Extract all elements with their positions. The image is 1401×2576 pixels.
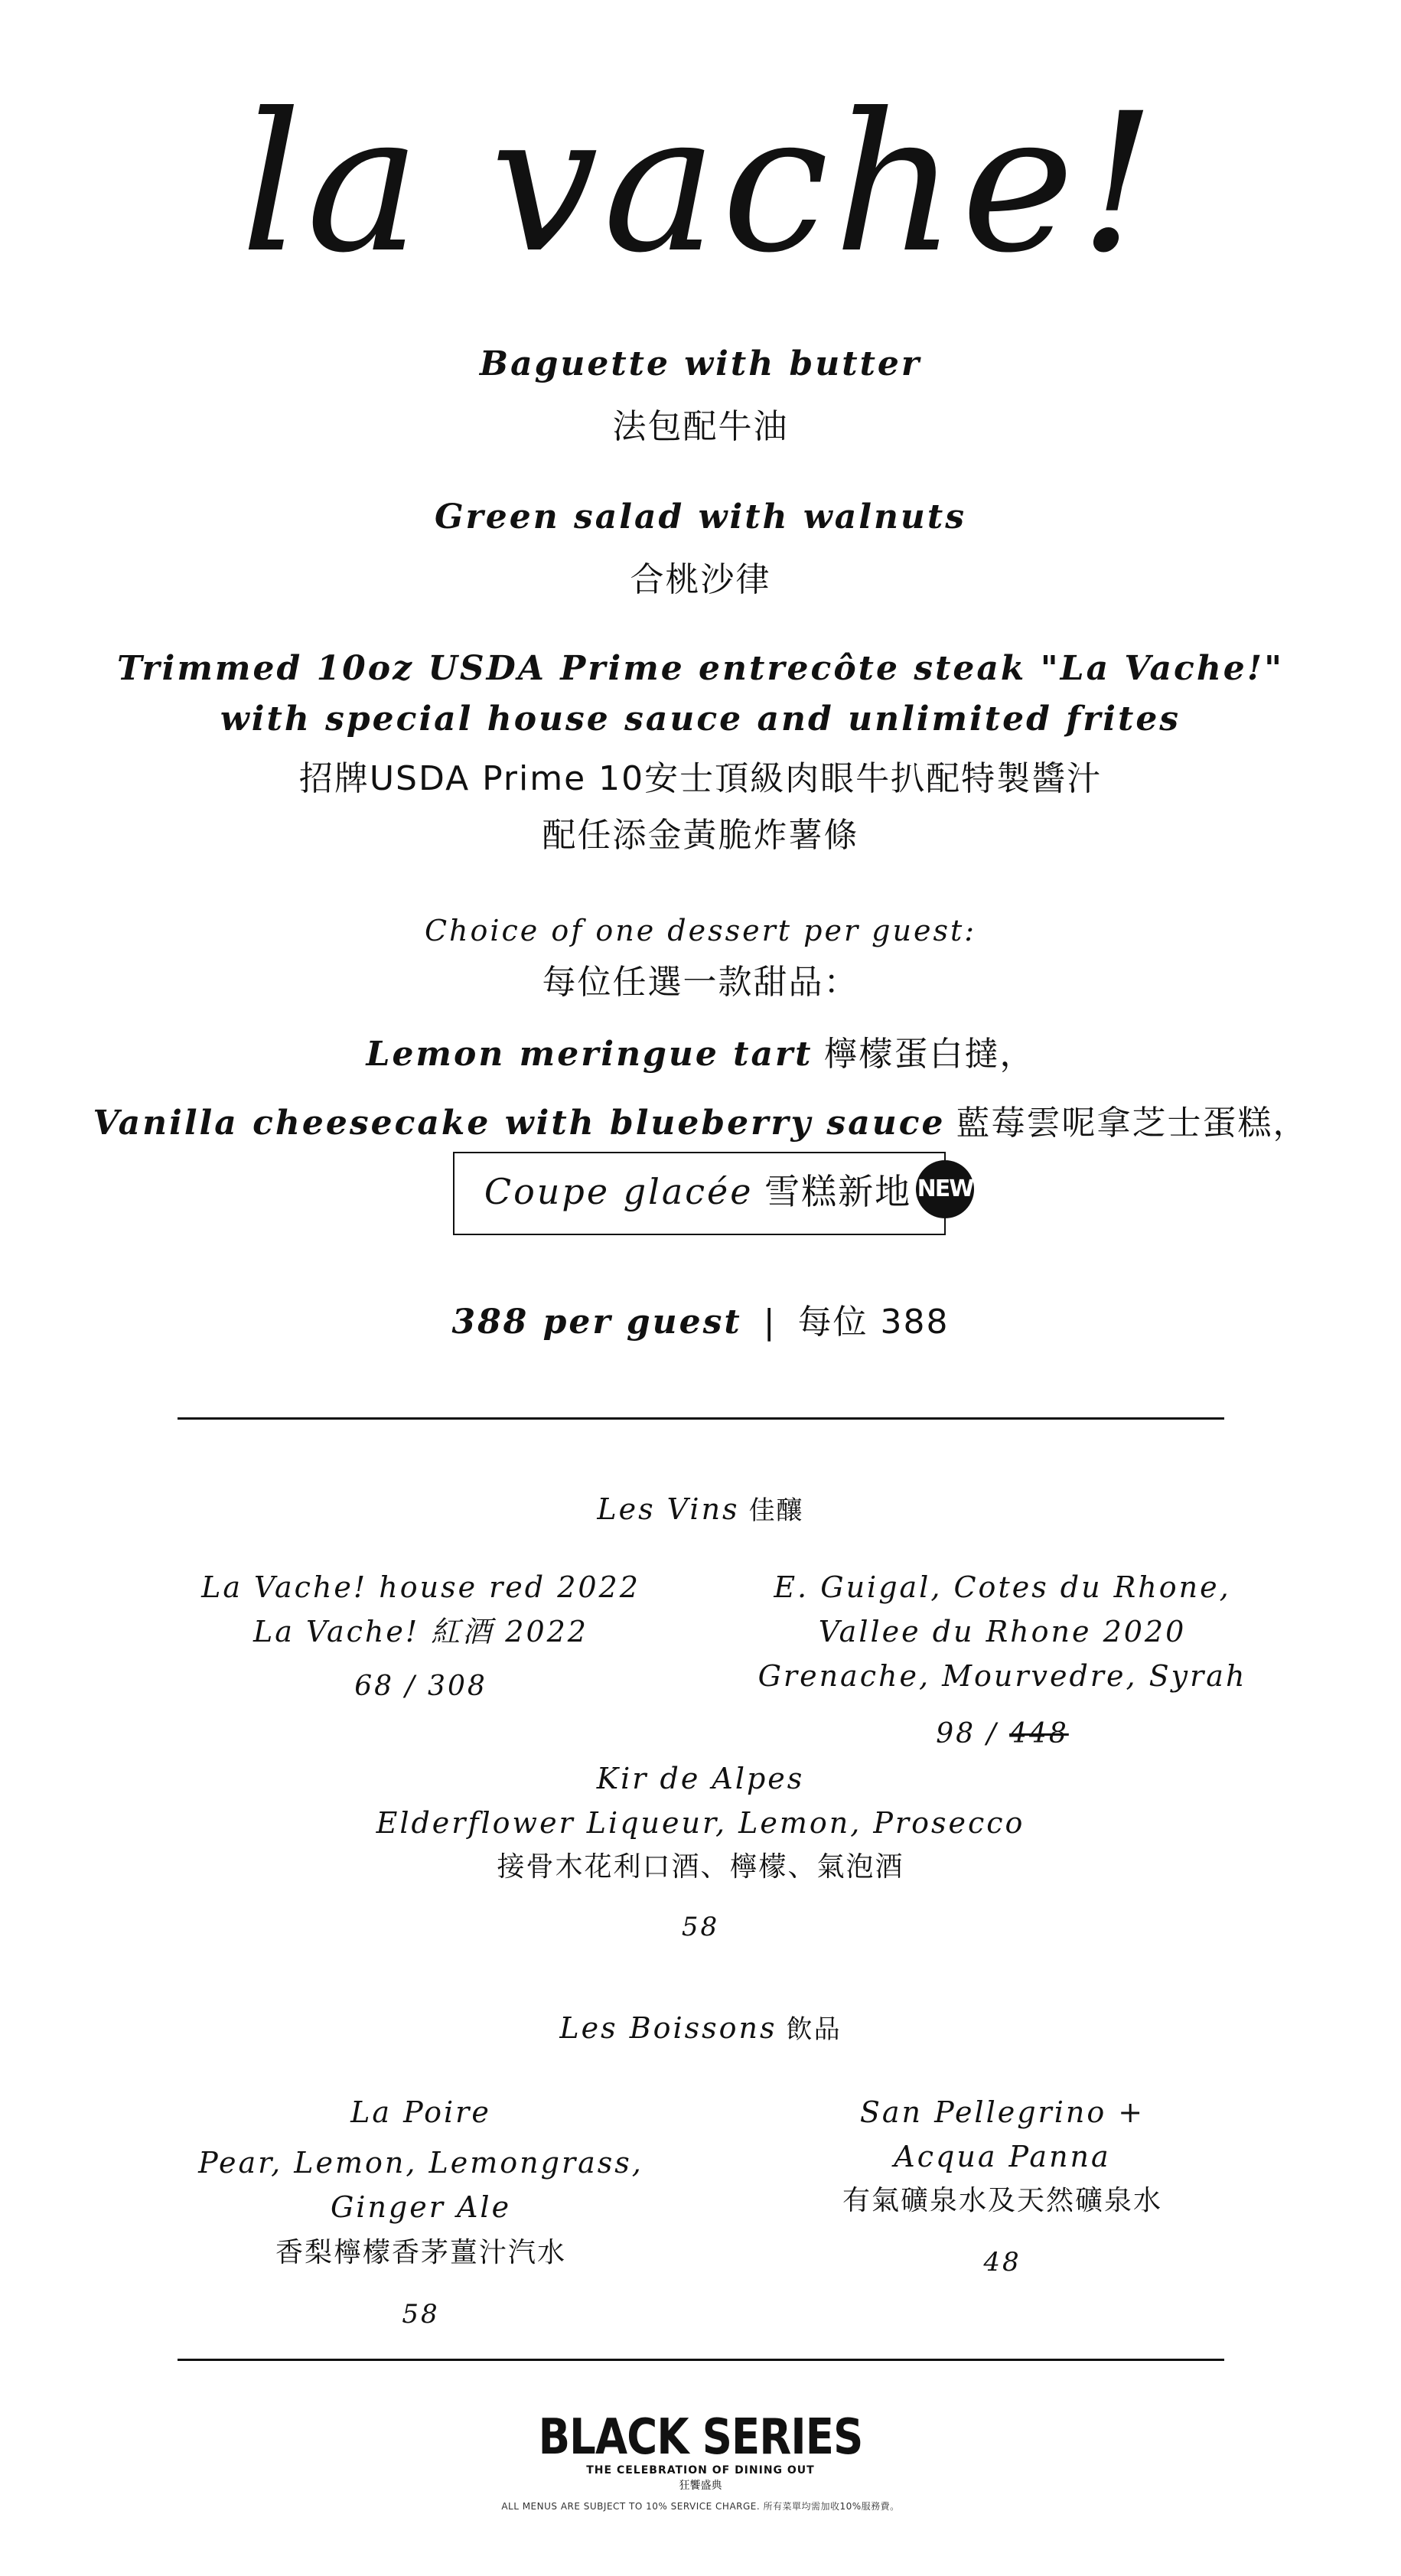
dessert-2-en: Vanilla cheesecake with blueberry sauce [93,1104,946,1143]
wine-1-name-zh: La Vache! 紅酒 2022 [253,1615,588,1648]
drink-1 [153,2091,689,2336]
wine-1-price: 68 / 308 [354,1671,487,1702]
wines-heading-en: Les Vins [597,1492,740,1526]
wine-2-price-glass: 98 / [936,1718,999,1749]
dessert-3-zh: 雪糕新地 [764,1171,912,1212]
drink-1-desc-line-1: Pear, Lemon, Lemongrass, [198,2146,643,2180]
wine-2-price-bottle: 448 [1009,1718,1069,1749]
wine-2-name-line-1: E. Guigal, Cotes du Rhone, [774,1570,1231,1604]
drinks-heading-zh: 飲品 [786,2014,842,2045]
wine-2-name-line-2: Vallee du Rhone 2020 [818,1615,1187,1648]
cocktail-name: Kir de Alpes [596,1762,805,1795]
dessert-intro-zh: 每位任選一款甜品： [542,963,859,1002]
dessert-2 [0,1102,1401,1145]
dessert-3 [453,1165,943,1218]
drink-2-name-line-2: Acqua Panna [894,2140,1111,2173]
drink-2-price: 48 [983,2247,1021,2278]
drink-1-zh: 香梨檸檬香茅薑汁汽水 [275,2237,566,2268]
wines-heading-zh: 佳釀 [748,1495,804,1526]
baguette-en: Baguette with butter [479,344,922,383]
price-per-guest [0,1301,1401,1344]
brand-tagline: THE CELEBRATION OF DINING OUT [586,2464,815,2477]
drink-2 [735,2091,1270,2284]
wine-2 [735,1566,1270,1756]
cocktail-price: 58 [681,1912,720,1942]
dessert-1-en: Lemon meringue tart [366,1035,813,1074]
dessert-3-en: Coupe glacée [484,1171,754,1212]
drink-1-price: 58 [402,2299,440,2330]
steak-en-line-1: Trimmed 10oz USDA Prime entrecôte steak "La Vache!" [116,649,1285,688]
wine-2-price [735,1713,1270,1756]
price-separator: | [763,1303,777,1342]
drink-2-name-line-1: San Pellegrino + [859,2095,1145,2129]
price-en: 388 per guest [451,1303,742,1342]
drink-2-zh: 有氣礦泉水及天然礦泉水 [842,2185,1162,2216]
drinks-heading [0,2007,1401,2051]
cocktail-desc-zh: 接骨木花利口酒、檸檬、氣泡酒 [497,1851,904,1883]
service-charge-note: ALL MENUS ARE SUBJECT TO 10% SERVICE CHARGE. 所有菜單均需加收10%服務費。 [501,2501,900,2512]
salad-zh: 合桃沙律 [630,560,771,599]
dessert-1-zh: 檸檬蛋白撻， [823,1035,1035,1074]
cocktail-desc-en: Elderflower Liqueur, Lemon, Prosecco [376,1806,1025,1840]
dessert-2-zh: 藍莓雲呢拿芝士蛋糕， [956,1104,1308,1143]
drink-1-name: La Poire [350,2095,491,2129]
wine-2-grapes: Grenache, Mourvedre, Syrah [758,1659,1247,1693]
salad-en: Green salad with walnuts [434,497,967,536]
steak-zh-line-1: 招牌USDA Prime 10安士頂級肉眼牛扒配特製醬汁 [298,759,1103,798]
price-zh: 每位 388 [797,1303,950,1342]
wine-1 [153,1566,689,1708]
divider-bottom [178,2359,1224,2361]
dessert-intro-en: Choice of one dessert per guest: [424,914,977,947]
steak-en-line-2: with special house sauce and unlimited frites [220,699,1181,739]
wine-1-name: La Vache! house red 2022 [201,1570,640,1604]
drink-1-desc-line-2: Ginger Ale [330,2190,512,2224]
restaurant-title: la vache! [240,72,1161,295]
brand-tagline-zh: 狂饗盛典 [679,2480,722,2492]
baguette-zh: 法包配牛油 [612,407,789,446]
brand-logo: BLACK SERIES [538,2409,863,2466]
wines-heading [0,1488,1401,1532]
drinks-heading-en: Les Boissons [559,2011,777,2045]
new-badge: NEW [916,1160,974,1218]
steak-zh-line-2: 配任添金黃脆炸薯條 [542,816,859,855]
divider-top [178,1417,1224,1420]
dessert-1 [0,1033,1401,1076]
